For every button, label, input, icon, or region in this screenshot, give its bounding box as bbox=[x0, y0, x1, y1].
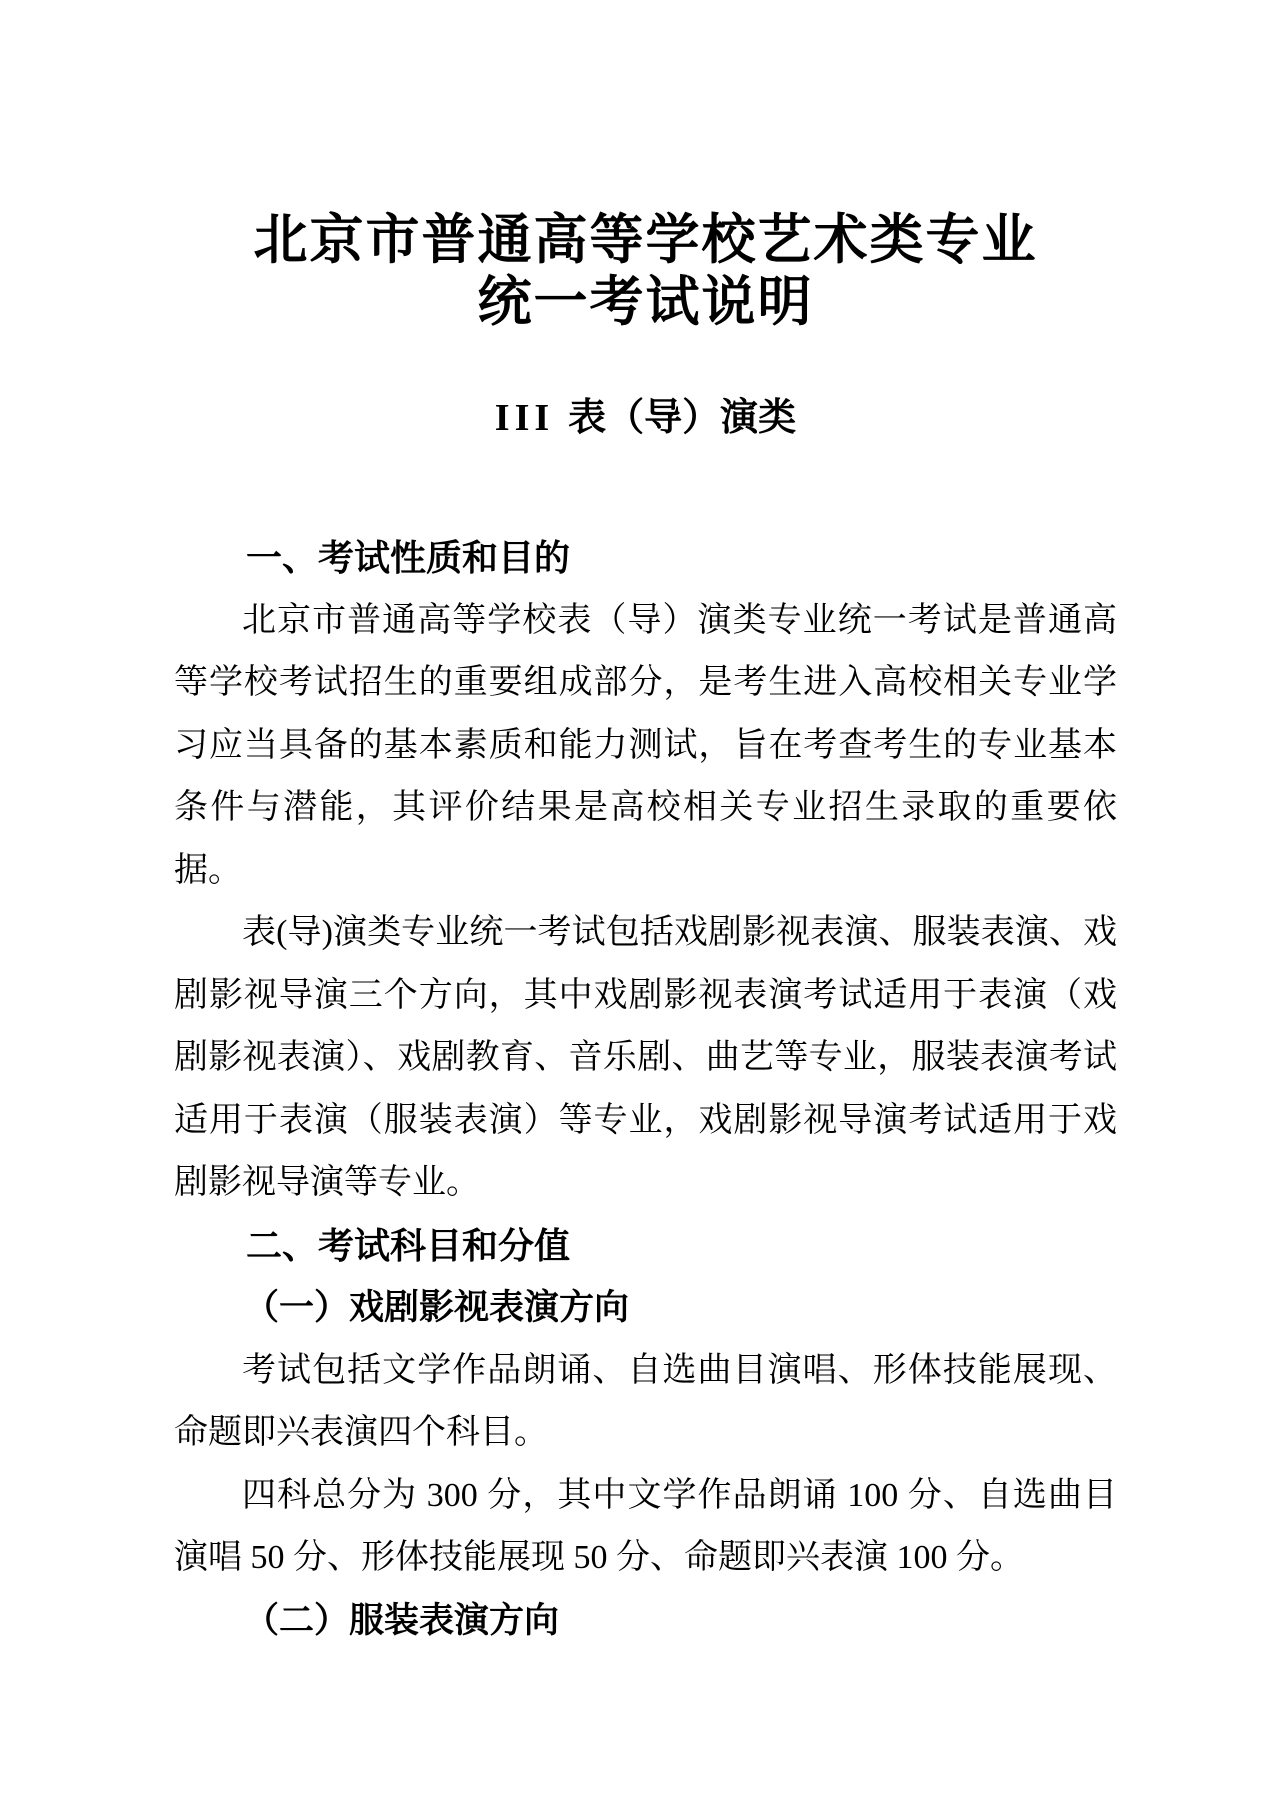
subtitle-label: 表（导）演类 bbox=[568, 397, 797, 439]
paragraph-exam-nature-1: 北京市普通高等学校表（导）演类专业统一考试是普通高等学校考试招生的重要组成部分，是考生进入高校相关专业学习应当具备的基本素质和能力测试，旨在考查考生的专业基本条件与潜能，其评价结果是高校相关专业招生录取的重要依据。 bbox=[174, 601, 1117, 889]
document-content bbox=[174, 209, 1117, 1652]
paragraph-performance-scores: 四科总分为 300 分，其中文学作品朗诵 100 分、自选曲目演唱 50 分、形体技能展现 50 分、命题即兴表演 100 分。 bbox=[174, 1476, 1117, 1576]
paragraph-performance-subjects: 考试包括文学作品朗诵、自选曲目演唱、形体技能展现、命题即兴表演四个科目。 bbox=[174, 1351, 1117, 1451]
section-heading-exam-nature: 一、考试性质和目的 bbox=[246, 537, 571, 578]
section-heading-subjects-scores: 二、考试科目和分值 bbox=[246, 1224, 571, 1266]
page-title-line-2: 统一考试说明 bbox=[477, 272, 814, 332]
page-title-line-1: 北京市普通高等学校艺术类专业 bbox=[253, 210, 1038, 270]
document-subtitle bbox=[174, 387, 1117, 449]
paragraph-exam-nature-2: 表(导)演类专业统一考试包括戏剧影视表演、服装表演、戏剧影视导演三个方向，其中戏剧影视表演考试适用于表演（戏剧影视表演）、戏剧教育、音乐剧、曲艺等专业，服装表演考试适用于表演（服装表演）等专业，戏剧影视导演考试适用于戏剧影视导演等专业。 bbox=[174, 914, 1117, 1201]
subsection-heading-drama-film-performance: （一）戏剧影视表演方向 bbox=[244, 1288, 630, 1327]
subsection-heading-fashion-performance: （二）服装表演方向 bbox=[244, 1600, 560, 1640]
page-title bbox=[174, 209, 1117, 333]
subtitle-roman-numeral: III bbox=[494, 397, 555, 439]
